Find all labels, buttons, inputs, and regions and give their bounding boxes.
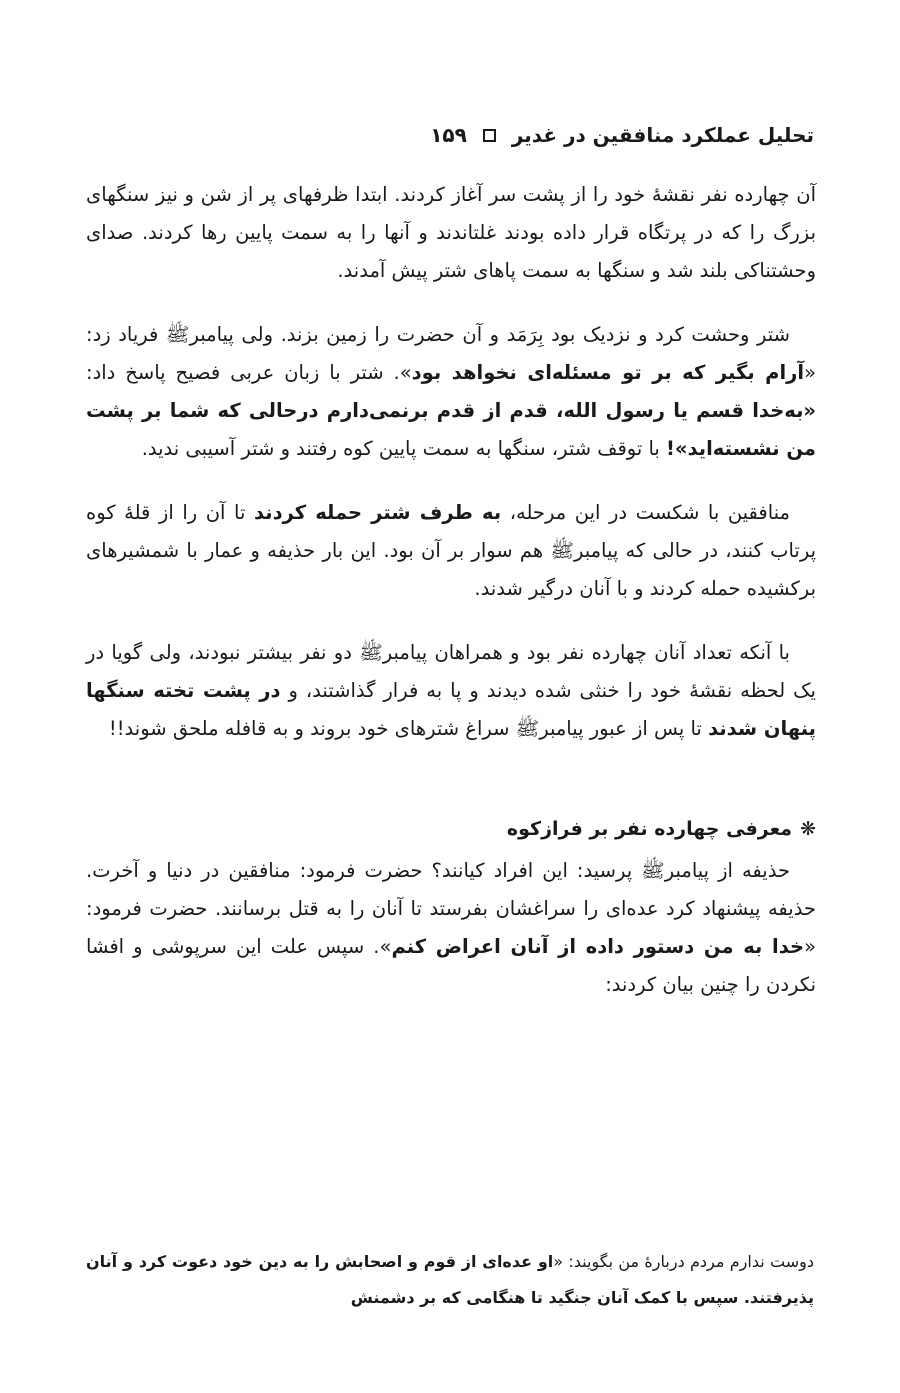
footnote (86, 1244, 814, 1316)
text-run: حذیفه از پیامبرﷺ پرسید: این افراد کیانند؟ حضرت فرمود: منافقین در دنیا و آخرت. حذیفه پیشنهاد کرد عده‌ای را سراغشان بفرستد تا آنان را به قتل برسانند. حضرت فرمود: « (86, 859, 816, 958)
text-run: شتر وحشت کرد و نزدیک بود بِرَمَد و آن حضرت را زمین بزند. ولی پیامبرﷺ فریاد زد: « (86, 323, 817, 384)
text-run: تا آن را از قلهٔ کوه پرتاب کنند، در حالی که پیامبرﷺ هم سوار بر آن بود. این بار حذیفه و عمار با شمشیرهای برکشیده حمله کردند و با آنان درگیر شدند. (86, 501, 816, 600)
text-run: ». شتر با زبان عربی فصیح پاسخ داد: (86, 361, 412, 384)
body-text (86, 176, 816, 1030)
bold-phrase: به طرف شتر حمله کردند (253, 501, 502, 524)
bold-quote: خدا به من دستور داده از آنان اعراض کنم (391, 935, 805, 958)
text-run: ». سپس علت این سرپوشی و افشا نکردن را چنین بیان کردند: (86, 935, 816, 996)
paragraph (86, 634, 816, 748)
paragraph (86, 852, 816, 1004)
text-run: آن چهارده نفر نقشهٔ خود را از پشت سر آغاز کردند. ابتدا ظرفهای پر از شن و نیز سنگهای بزرگ را که در پرتگاه قرار داده بودند غلتاندند و آنها را به سمت پایین رها کردند. صدای وحشتناکی بلند شد و سنگها به سمت پاهای شتر پیش آمدند. (86, 183, 816, 282)
text-run: منافقین با شکست در این مرحله، (501, 501, 791, 524)
footnote-text: دوست ندارم مردم دربارهٔ من بگویند: « (553, 1252, 814, 1271)
square-ornament-icon (483, 129, 496, 142)
text-run: با توقف شتر، سنگها به سمت پایین کوه رفتند و شتر آسیبی ندید. (141, 437, 667, 460)
bold-phrase: در پشت تخته سنگها پنهان شدند (86, 679, 816, 740)
paragraph (86, 176, 816, 290)
running-header (86, 118, 814, 152)
asterisk-ornament-icon: ❋ (800, 818, 816, 840)
paragraph (86, 316, 816, 468)
text-run: تا پس از عبور پیامبرﷺ سراغ شترهای خود بروند و به قافله ملحق شوند!! (108, 717, 709, 740)
page-number: ۱۵۹ (430, 123, 467, 147)
section-title: معرفی چهارده نفر بر فرازکوه (506, 818, 793, 840)
bold-quote: «به‌خدا قسم یا رسول الله، قدم از قدم برنمی‌دارم درحالی که شما بر پشت من نشسته‌اید»! (86, 399, 816, 460)
header-title: تحلیل عملکرد منافقین در غدیر (511, 123, 814, 147)
text-run: با آنکه تعداد آنان چهارده نفر بود و همراهان پیامبرﷺ دو نفر بیشتر نبودند، ولی گویا در یک لحظه نقشهٔ خود را خنثی شده دیدند و پا به فرار گذاشتند، و (86, 641, 816, 702)
footnote-bold: او عده‌ای از قوم و اصحابش را به دین خود دعوت کرد و آنان پذیرفتند. سپس با کمک آنان جنگید تا هنگامی که بر دشمنش (86, 1252, 814, 1307)
section-heading (86, 810, 816, 848)
paragraph (86, 494, 816, 608)
bold-quote: آرام بگیر که بر تو مسئله‌ای نخواهد بود (411, 361, 805, 384)
